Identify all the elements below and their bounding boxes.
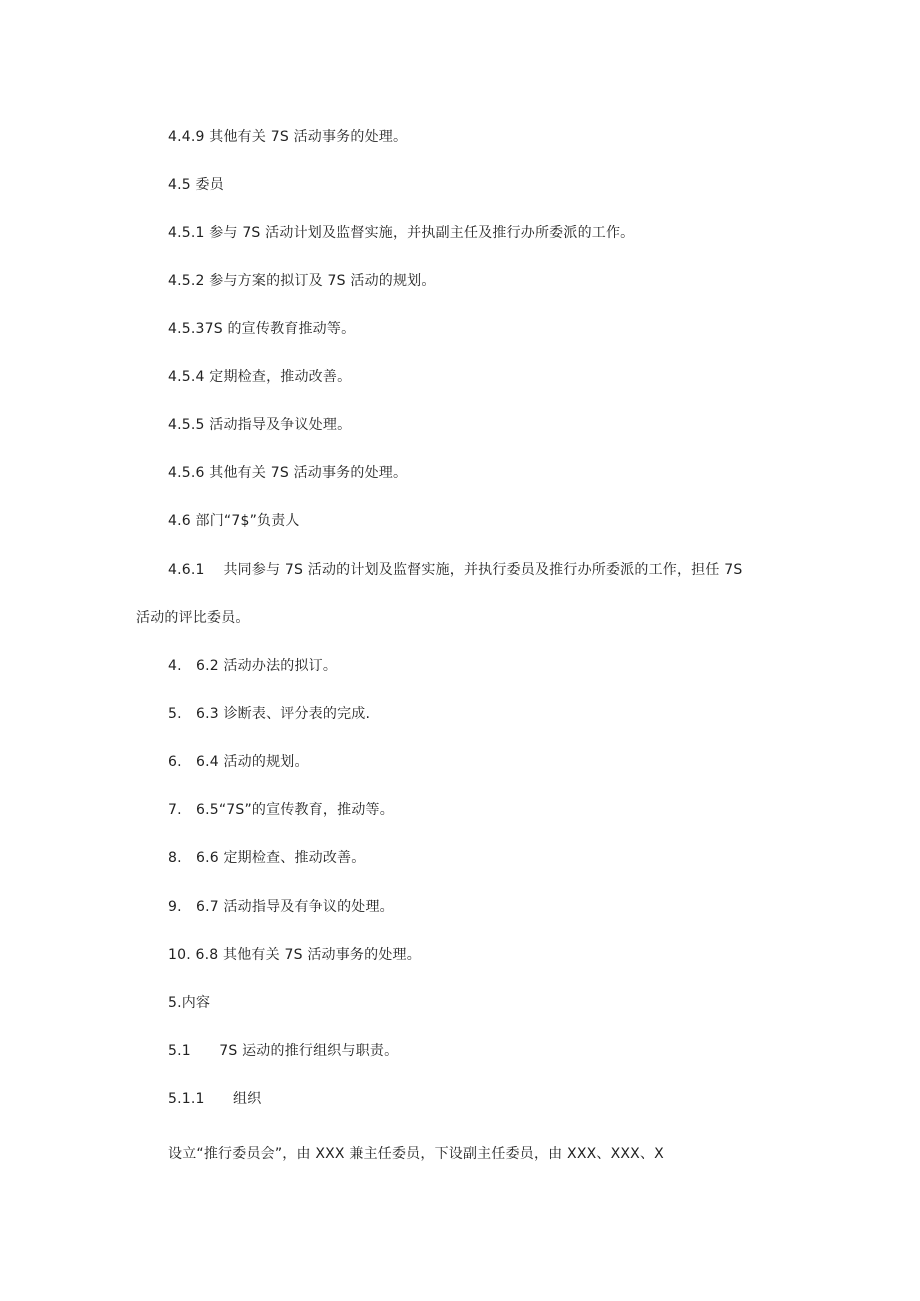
doc-line-8: 4.5.6 其他有关 7S 活动事务的处理。 — [168, 465, 408, 481]
doc-line-16: 8. 6.6 定期检查、推动改善。 — [168, 850, 366, 866]
doc-line-19: 5.内容 — [168, 995, 211, 1011]
doc-line-11: 活动的评比委员。 — [136, 610, 250, 626]
doc-line-1: 4.4.9 其他有关 7S 活动事务的处理。 — [168, 129, 408, 145]
doc-line-9: 4.6 部门“7$”负责人 — [168, 513, 300, 529]
doc-line-7: 4.5.5 活动指导及争议处理。 — [168, 417, 352, 433]
doc-line-3: 4.5.1 参与 7S 活动计划及监督实施，并执副主任及推行办所委派的工作。 — [168, 225, 635, 241]
doc-line-17: 9. 6.7 活动指导及有争议的处理。 — [168, 899, 394, 915]
doc-line-4: 4.5.2 参与方案的拟订及 7S 活动的规划。 — [168, 273, 436, 289]
doc-line-21: 5.1.1 组织 — [168, 1091, 262, 1107]
doc-line-12: 4. 6.2 活动办法的拟订。 — [168, 658, 338, 674]
doc-line-13: 5. 6.3 诊断表、评分表的完成. — [168, 706, 371, 722]
doc-line-10: 4.6.1 共同参与 7S 活动的计划及监督实施，并执行委员及推行办所委派的工作，担任 7S — [168, 562, 743, 578]
doc-line-15: 7. 6.5“7S”的宣传教育，推动等。 — [168, 802, 394, 818]
doc-line-14: 6. 6.4 活动的规划。 — [168, 754, 309, 770]
doc-line-5: 4.5.37S 的宣传教育推动等。 — [168, 321, 356, 337]
doc-line-18: 10. 6.8 其他有关 7S 活动事务的处理。 — [168, 947, 421, 963]
doc-line-22: 设立“推行委员会”，由 XXX 兼主任委员，下设副主任委员，由 XXX、XXX、X — [168, 1146, 664, 1162]
doc-line-2: 4.5 委员 — [168, 177, 224, 193]
doc-line-6: 4.5.4 定期检查，推动改善。 — [168, 369, 352, 385]
doc-line-20: 5.1 7S 运动的推行组织与职责。 — [168, 1043, 399, 1059]
